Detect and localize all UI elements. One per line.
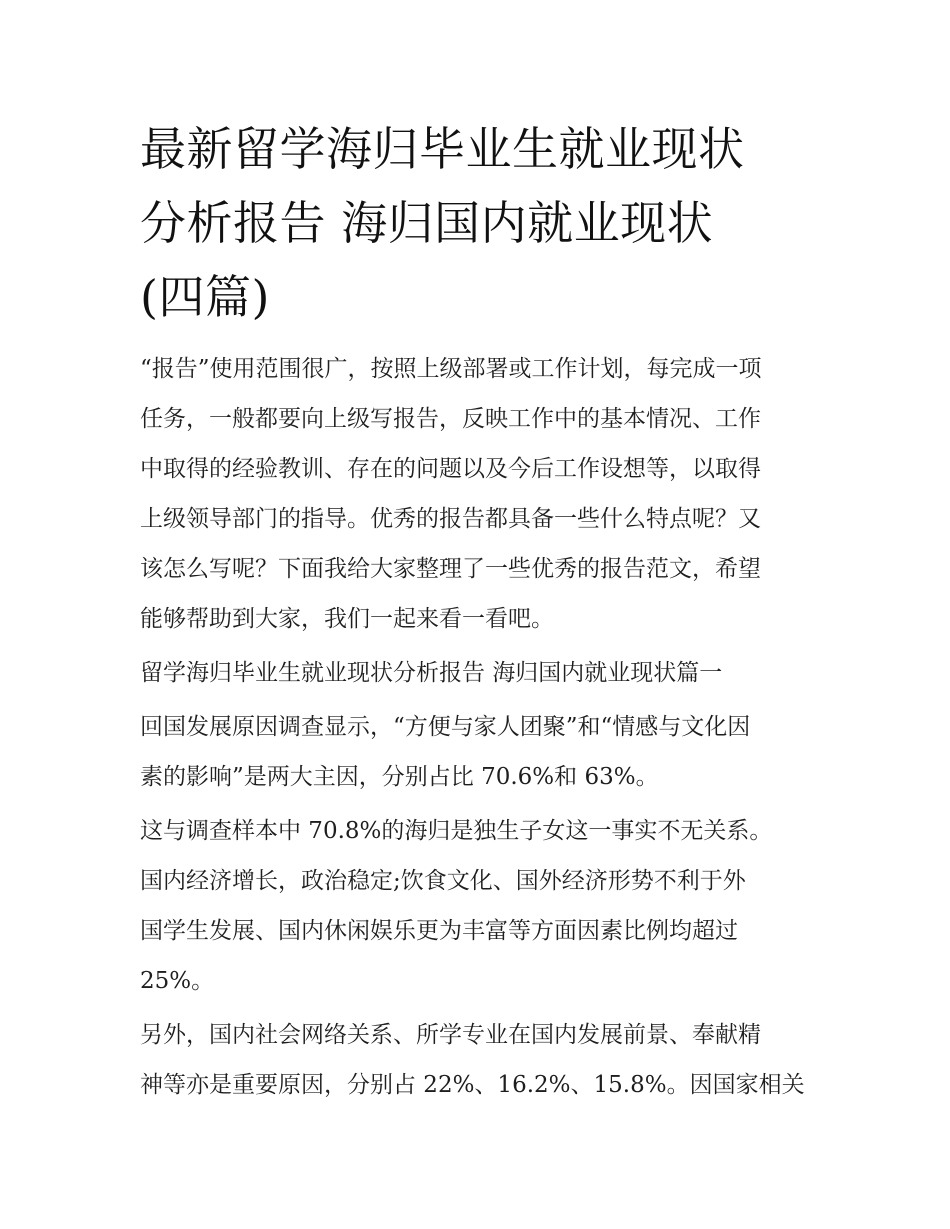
text-line: 国内经济增长，政治稳定;饮食文化、国外经济形势不利于外 xyxy=(140,868,746,894)
text-line: 中取得的经验教训、存在的问题以及今后工作设想等，以取得 xyxy=(140,456,761,482)
intro-paragraph xyxy=(140,344,820,644)
section-heading-paragraph xyxy=(140,648,820,698)
title-line: (四篇) xyxy=(140,270,270,324)
body-paragraph xyxy=(140,702,820,802)
document-title xyxy=(140,112,820,334)
body-paragraph xyxy=(140,1010,820,1110)
title-line: 最新留学海归毕业生就业现状 xyxy=(140,122,745,176)
text-line: 该怎么写呢？下面我给大家整理了一些优秀的报告范文，希望 xyxy=(140,556,761,582)
text-line: 任务，一般都要向上级写报告，反映工作中的基本情况、工作 xyxy=(140,406,761,432)
text-line: 国学生发展、国内休闲娱乐更为丰富等方面因素比例均超过 xyxy=(140,918,738,944)
document-content xyxy=(140,112,820,1114)
text-line: 能够帮助到大家，我们一起来看一看吧。 xyxy=(140,606,554,632)
text-line: “报告”使用范围很广，按照上级部署或工作计划，每完成一项 xyxy=(140,356,762,382)
text-line: 留学海归毕业生就业现状分析报告 海归国内就业现状篇一 xyxy=(140,660,723,686)
text-line: 回国发展原因调查显示，“方便与家人团聚”和“情感与文化因 xyxy=(140,714,751,740)
text-line: 这与调查样本中 70.8%的海归是独生子女这一事实不无关系。 xyxy=(140,818,773,844)
title-line: 分析报告 海归国内就业现状 xyxy=(140,196,714,250)
body-paragraph xyxy=(140,806,820,1006)
text-line: 上级领导部门的指导。优秀的报告都具备一些什么特点呢？又 xyxy=(140,506,761,532)
text-line: 神等亦是重要原因，分别占 22%、16.2%、15.8%。因国家相关 xyxy=(140,1072,805,1098)
text-line: 另外，国内社会网络关系、所学专业在国内发展前景、奉献精 xyxy=(140,1022,761,1048)
text-line: 25%。 xyxy=(140,968,215,994)
text-line: 素的影响”是两大主因，分别占比 70.6%和 63%。 xyxy=(140,764,659,790)
